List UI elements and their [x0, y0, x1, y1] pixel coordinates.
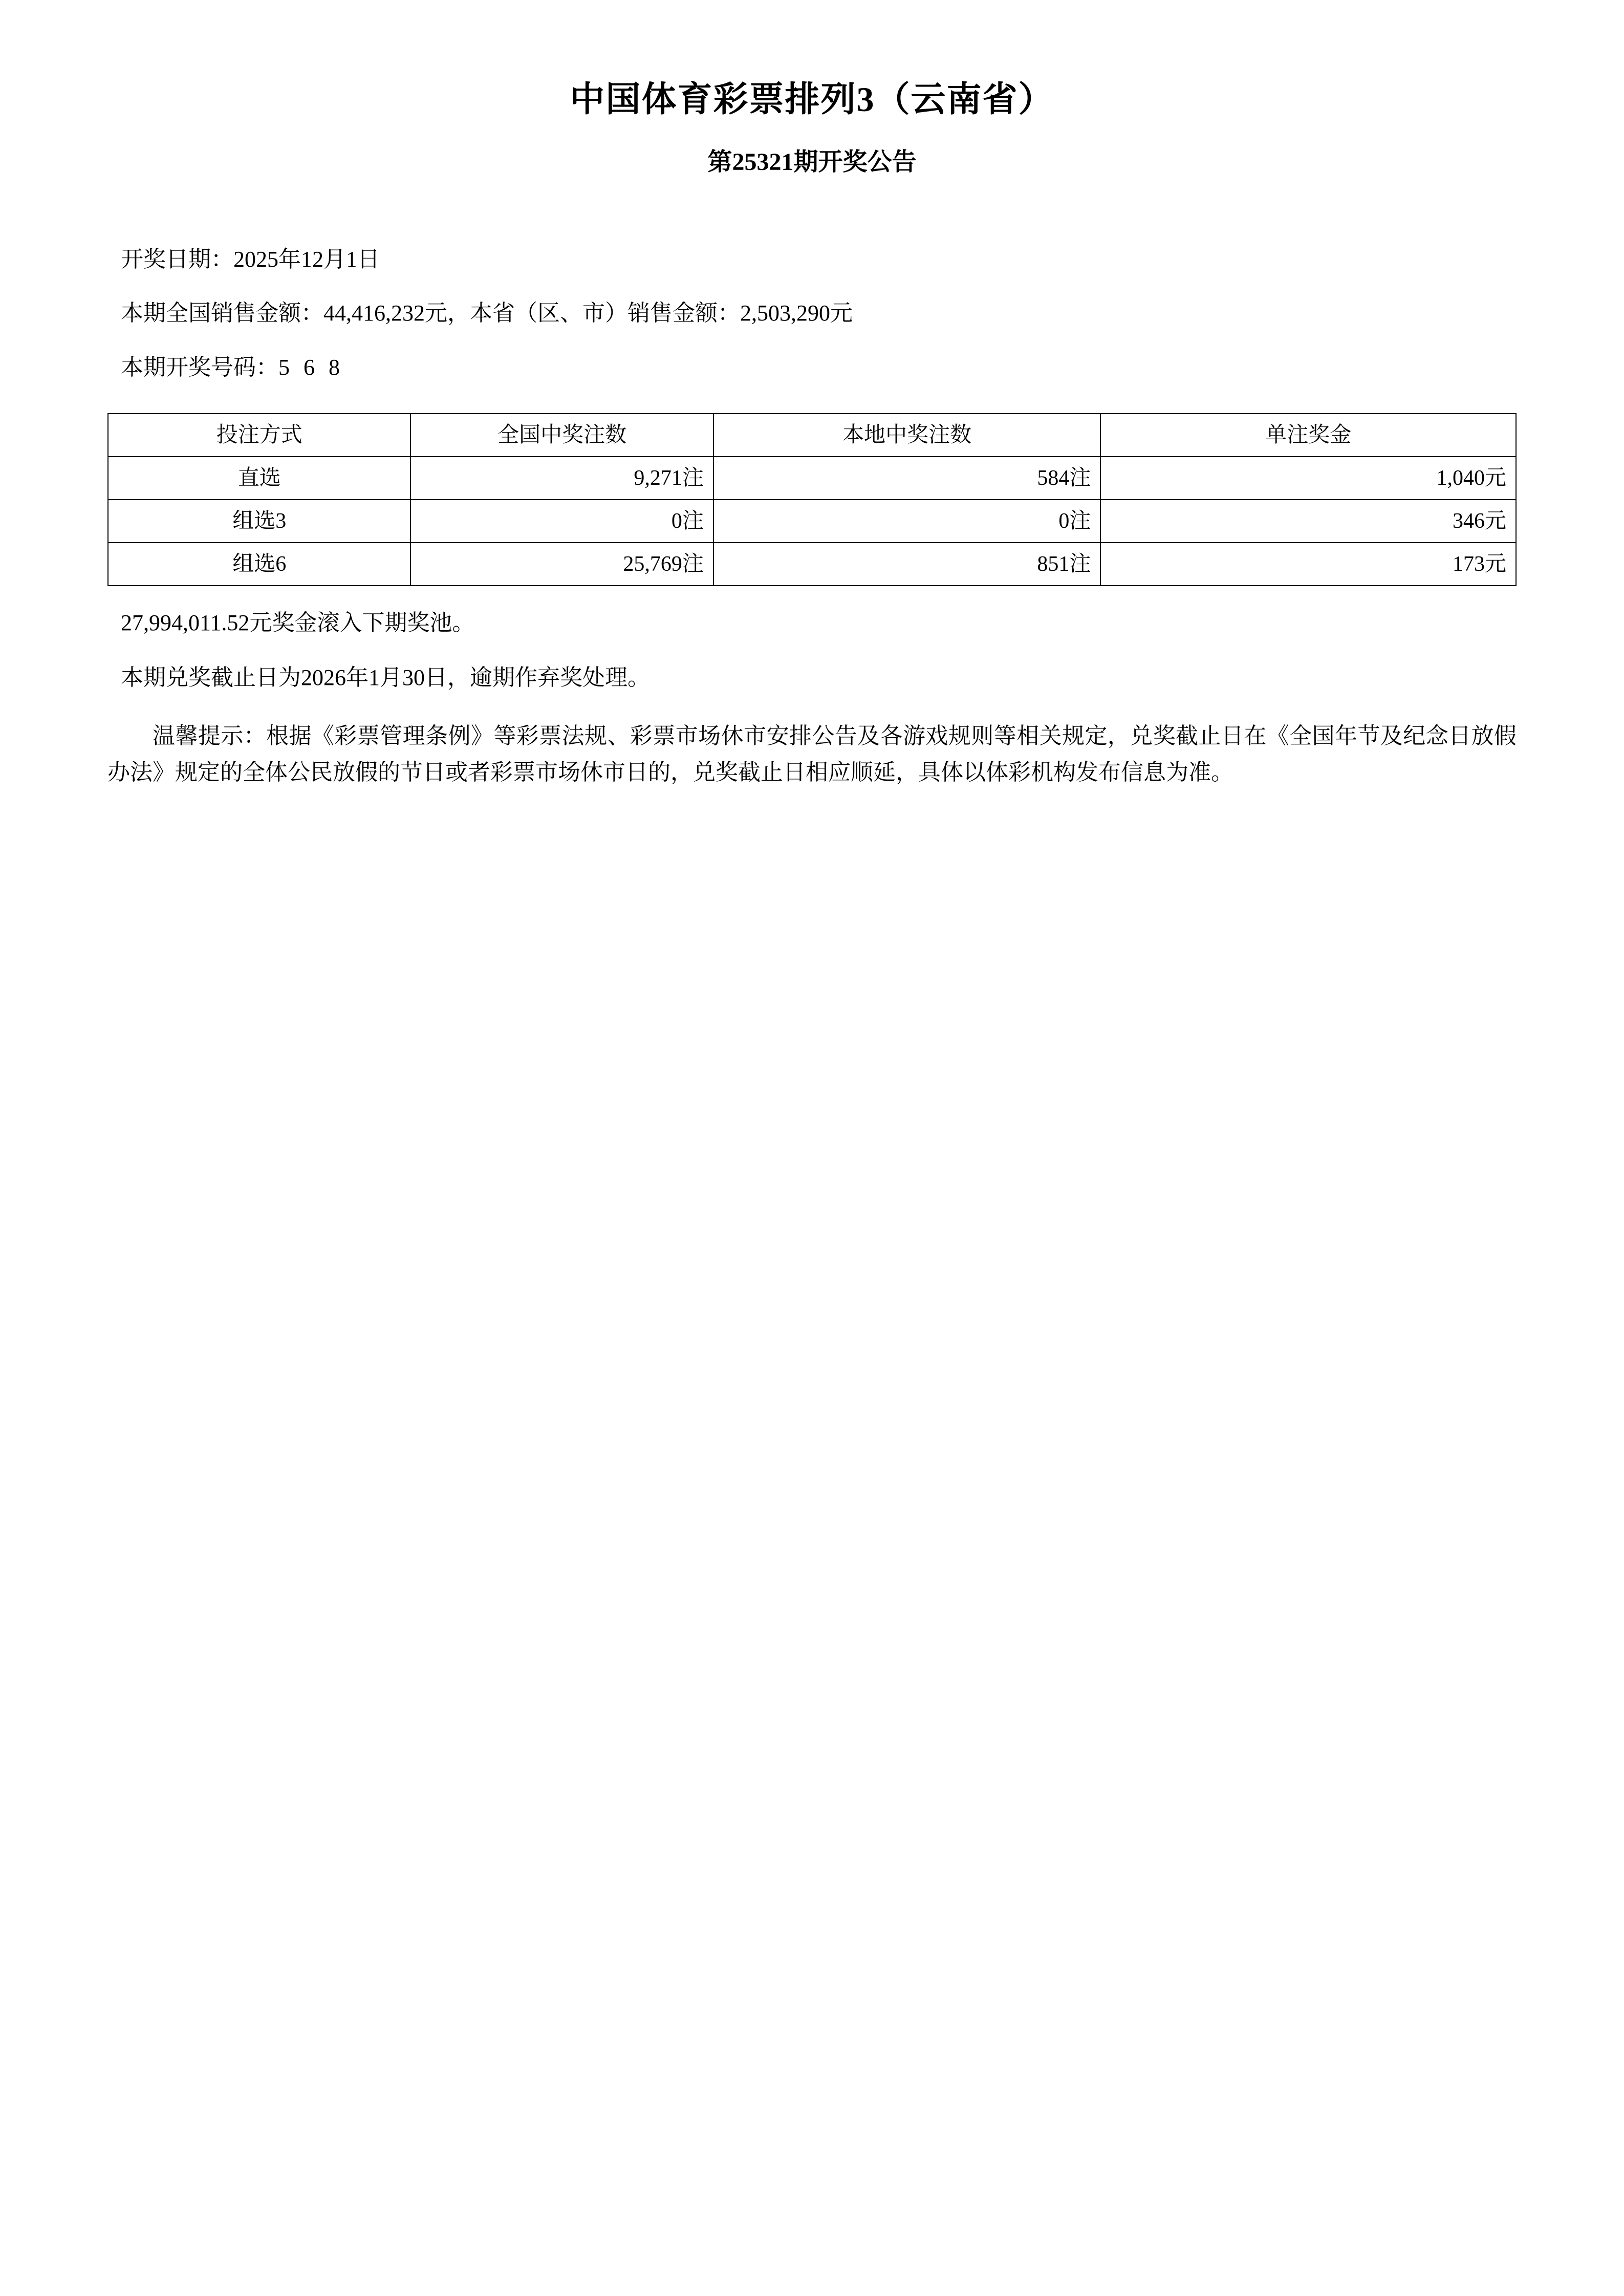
- rollover-line: 27,994,011.52元奖金滚入下期奖池。: [121, 610, 475, 635]
- claim-deadline-line: 本期兑奖截止日为2026年1月30日，逾期作弃奖处理。: [121, 665, 650, 691]
- column-header-national-winners: 全国中奖注数: [410, 414, 713, 457]
- column-header-bet-type: 投注方式: [108, 414, 410, 457]
- column-header-prize-per-bet: 单注奖金: [1100, 414, 1516, 457]
- table-header-row: [108, 414, 1516, 457]
- page-subtitle: 第25321期开奖公告: [707, 148, 917, 176]
- meta-block: [107, 244, 1517, 382]
- table-row: [108, 457, 1516, 500]
- cell-prize-per-bet: 346元: [1100, 500, 1516, 543]
- cell-national-winners: 9,271注: [410, 457, 713, 500]
- sales-amount-line: 本期全国销售金额：44,416,232元，本省（区、市）销售金额：2,503,290元: [121, 301, 853, 326]
- table-row: [108, 543, 1516, 586]
- cell-local-winners: 0注: [713, 500, 1101, 543]
- cell-bet-type: 组选3: [108, 500, 410, 543]
- cell-prize-per-bet: 173元: [1100, 543, 1516, 586]
- winning-numbers-line: [107, 352, 1517, 382]
- cell-local-winners: 584注: [713, 457, 1101, 500]
- cell-local-winners: 851注: [713, 543, 1101, 586]
- cell-bet-type: 组选6: [108, 543, 410, 586]
- cell-prize-per-bet: 1,040元: [1100, 457, 1516, 500]
- notes-block: [107, 608, 1517, 790]
- cell-national-winners: 0注: [410, 500, 713, 543]
- page-title: 中国体育彩票排列3（云南省）: [570, 80, 1054, 119]
- table-row: [108, 500, 1516, 543]
- column-header-local-winners: 本地中奖注数: [713, 414, 1101, 457]
- cell-national-winners: 25,769注: [410, 543, 713, 586]
- cell-bet-type: 直选: [108, 457, 410, 500]
- winning-numbers-label: 本期开奖号码：: [121, 354, 278, 380]
- warm-tips-paragraph: 温馨提示：根据《彩票管理条例》等彩票法规、彩票市场休市安排公告及各游戏规则等相关规定，兑奖截止日在《全国年节及纪念日放假办法》规定的全体公民放假的节日或者彩票市场休市日的，兑奖截止日相应顺延，具体以体彩机构发布信息为准。: [107, 723, 1517, 785]
- page-content: [0, 0, 1624, 790]
- winning-numbers-value: 5 6 8: [278, 354, 344, 380]
- prize-table: [107, 413, 1517, 586]
- draw-date-line: 开奖日期：2025年12月1日: [121, 246, 380, 272]
